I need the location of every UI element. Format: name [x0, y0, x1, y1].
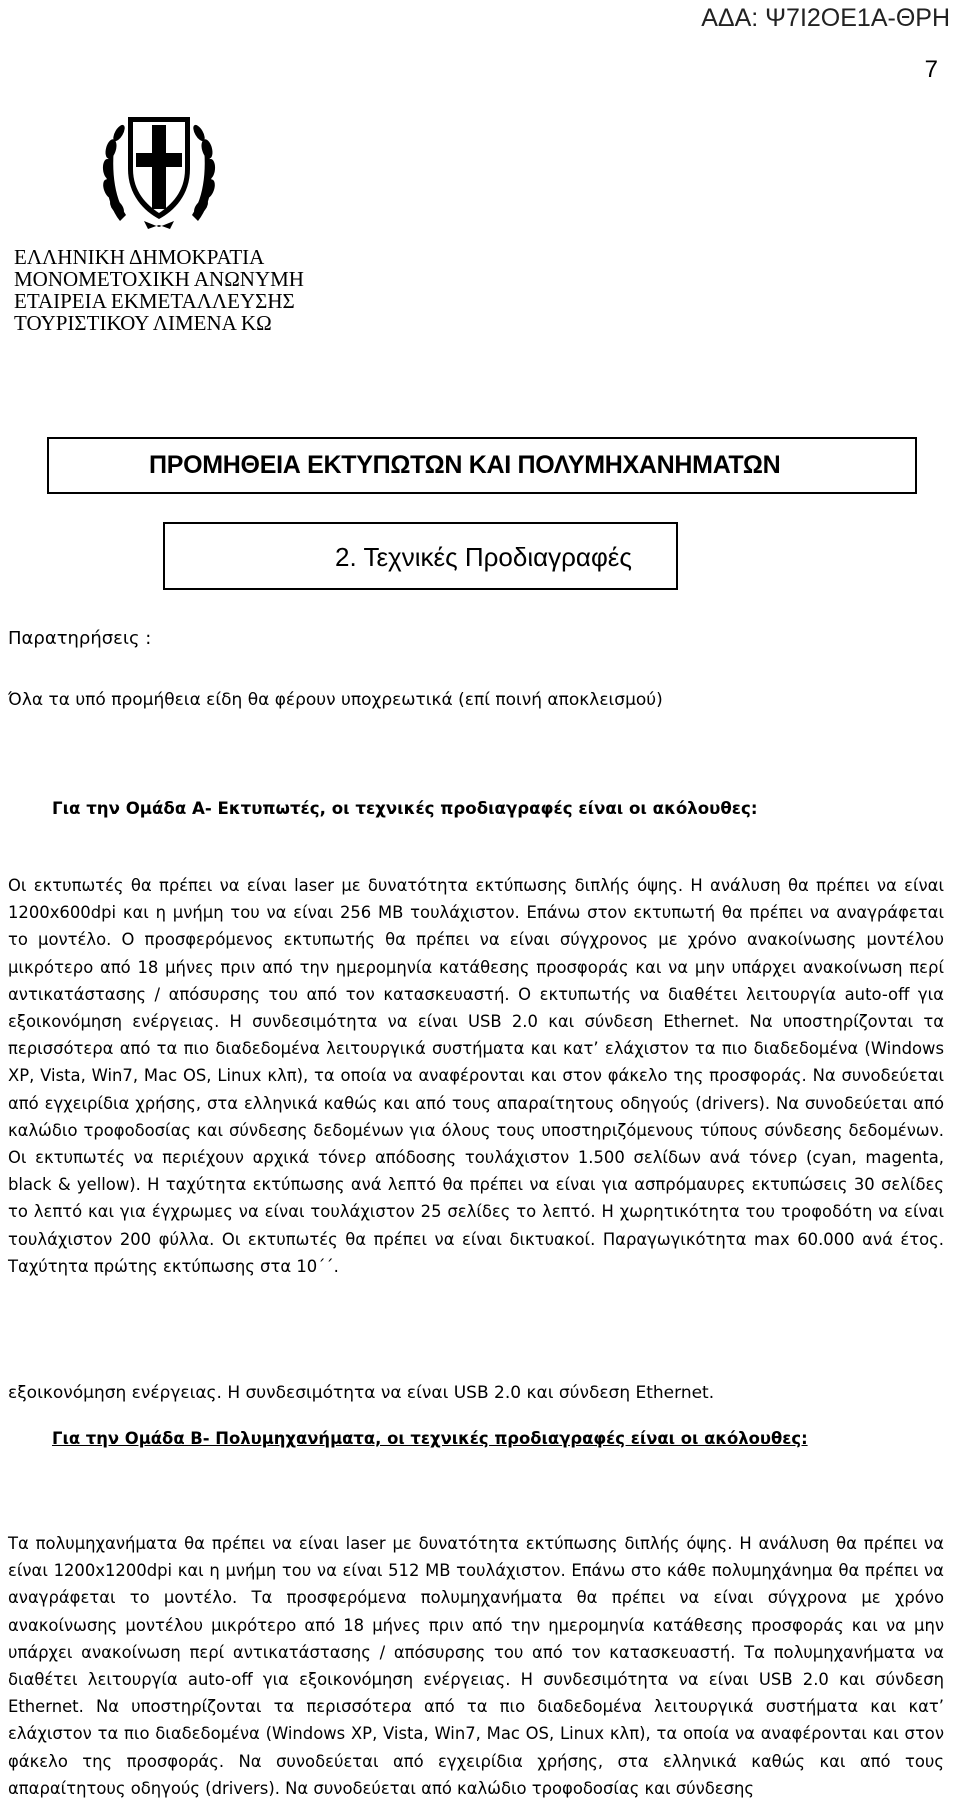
page-number: 7 [924, 56, 938, 83]
organization-line: ΕΤΑΙΡΕΙΑ ΕΚΜΕΤΑΛΛΕΥΣΗΣ [14, 289, 295, 313]
document-title: ΠΡΟΜΗΘΕΙΑ ΕΚΤΥΠΩΤΩΝ ΚΑΙ ΠΟΛΥΜΗΧΑΝΗΜΑΤΩΝ [149, 451, 781, 479]
group-b-paragraph [8, 1530, 944, 1802]
remarks-label: Παρατηρήσεις : [8, 628, 152, 649]
organization-line: ΤΟΥΡΙΣΤΙΚΟΥ ΛΙΜΕΝΑ ΚΩ [14, 311, 272, 335]
group-a-paragraph [8, 872, 944, 1280]
document-title-box [47, 437, 917, 494]
section-title-box [163, 522, 678, 590]
remarks-text: Όλα τα υπό προμήθεια είδη θα φέρουν υποχρεωτικά (επί ποινή αποκλεισμού) [8, 690, 663, 710]
ada-code: ΑΔΑ: Ψ7Ι2ΟΕ1Α-ΘΡΗ [701, 4, 950, 32]
group-a-trailing-line: εξοικονόμηση ενέργειας. Η συνδεσιμότητα να είναι USB 2.0 και σύνδεση Ethernet. [8, 1383, 715, 1403]
group-b-body: Τα πολυμηχανήματα θα πρέπει να είναι laser με δυνατότητα εκτύπωσης διπλής όψης. Η ανάλυση θα πρέπει να είναι 1200x1200dpi και η μνήμη του να είναι 512 MB τουλάχιστον. Επάνω στο κάθε πολυμηχάνημα θα πρέπει να αναγράφεται το μοντέλο. Τα προσφερόμενα πολυμηχανήματα θα πρέπει να είναι σύγχρονα με χρόνο ανακοίνωσης μοντέλου μικρότερο από 18 μήνες πριν από την ημερομηνία κατάθεσης προσφοράς και να μην υπάρχει ανακοίνωση περί αντικατάστασης / απόσυρσης του από τον κατασκευαστή. Τα πολυμηχανήματα να διαθέτει λειτουργία auto-off για εξοικονόμηση ενέργειας. Η συνδεσιμότητα να είναι USB 2.0 και σύνδεση Ethernet. Να υποστηρίζονται τα περισσότερα από τα πιο διαδεδομένα λειτουργικά συστήματα και κατ’ ελάχιστον τα πιο διαδεδομένα (Windows XP, Vista, Win7, Mac OS, Linux κλπ), τα οποία να αναφέρονται και στον φάκελο της προσφοράς. Να συνοδεύεται από εγχειρίδια χρήσης, στα ελληνικά καθώς και από τους απαραίτητους οδηγούς (drivers). Να συνοδεύεται από καλώδιο τροφοδοσίας και σύνδεσης [8, 1534, 944, 1798]
group-a-heading: Για την Ομάδα Α- Εκτυπωτές, οι τεχνικές προδιαγραφές είναι οι ακόλουθες: [52, 799, 758, 818]
organization-line: ΜΟΝΟΜΕΤΟΧΙΚΗ ΑΝΩΝΥΜΗ [14, 267, 304, 291]
greek-coat-of-arms-emblem [100, 103, 218, 231]
group-a-body: Οι εκτυπωτές θα πρέπει να είναι laser με δυνατότητα εκτύπωσης διπλής όψης. Η ανάλυση θα πρέπει να είναι 1200x600dpi και η μνήμη του να είναι 256 MB τουλάχιστον. Επάνω στον εκτυπωτή θα πρέπει να αναγράφεται το μοντέλο. Ο προσφερόμενος εκτυπωτής θα πρέπει να είναι σύγχρονος με χρόνο ανακοίνωσης μοντέλου μικρότερο από 18 μήνες πριν από την ημερομηνία κατάθεσης προσφοράς και να μην υπάρχει ανακοίνωση περί αντικατάστασης / απόσυρσης του από τον κατασκευαστή. Ο εκτυπωτής να διαθέτει λειτουργία auto-off για εξοικονόμηση ενέργειας. Η συνδεσιμότητα να είναι USB 2.0 και σύνδεση Ethernet. Να υποστηρίζονται τα περισσότερα από τα πιο διαδεδομένα λειτουργικά συστήματα και κατ’ ελάχιστον τα πιο διαδεδομένα (Windows XP, Vista, Win7, Mac OS, Linux κλπ), τα οποία να αναφέρονται και στον φάκελο της προσφοράς. Να συνοδεύεται από εγχειρίδια χρήσης, στα ελληνικά καθώς και από τους απαραίτητους οδηγούς (drivers). Να συνοδεύεται από καλώδιο τροφοδοσίας και σύνδεσης δεδομένων για όλους τους υποστηριζόμενους τύπους σύνδεσης δεδομένων. Οι εκτυπωτές να περιέχουν αρχικά τόνερ απόδοσης τουλάχιστον 1.500 σελίδων ανά τόνερ (cyan, magenta, black & yellow). Η ταχύτητα εκτύπωσης ανά λεπτό θα πρέπει να είναι για ασπρόμαυρες εκτυπώσεις 30 σελίδες το λεπτό και για έγχρωμες να είναι τουλάχιστον 25 σελίδες το λεπτό. Η χωρητικότητα του τροφοδότη να είναι τουλάχιστον 200 φύλλα. Οι εκτυπωτές θα πρέπει να είναι δικτυακοί. Παραγωγικότητα max 60.000 ανά έτος. Ταχύτητα πρώτης εκτύπωσης στα 10΄΄. [8, 876, 944, 1276]
group-b-heading: Για την Ομάδα Β- Πολυμηχανήματα, οι τεχνικές προδιαγραφές είναι οι ακόλουθες: [52, 1429, 808, 1448]
organization-line: ΕΛΛΗΝΙΚΗ ΔΗΜΟΚΡΑΤΙΑ [14, 245, 265, 269]
organization-name [14, 246, 304, 334]
section-title: 2. Τεχνικές Προδιαγραφές [335, 542, 632, 572]
group-a-trailing [8, 1380, 944, 1407]
